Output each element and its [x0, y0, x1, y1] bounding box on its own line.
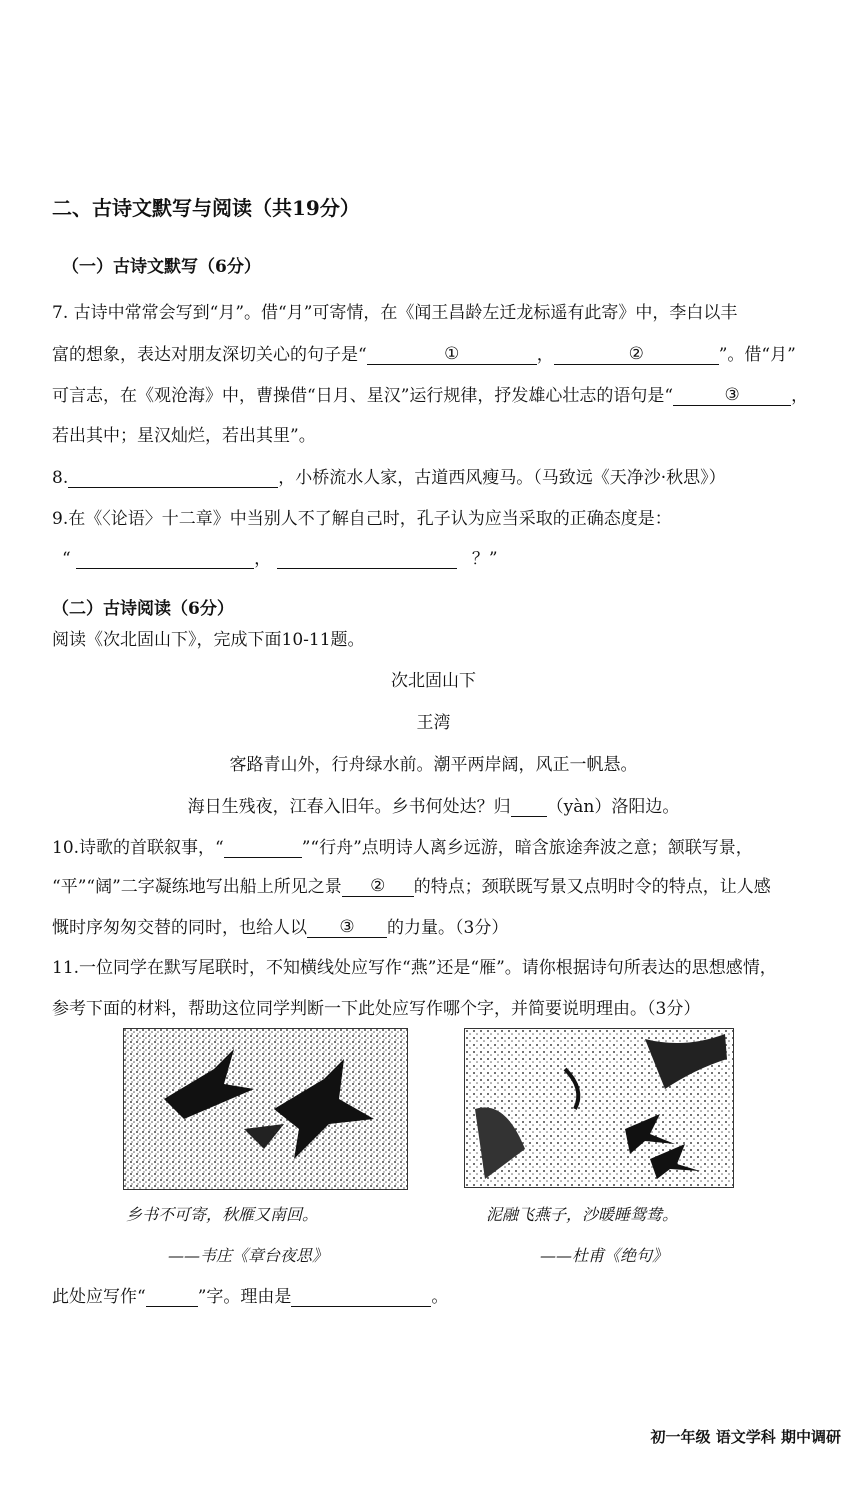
footer: 初一年级 语文学科 期中调研 [650, 1428, 841, 1446]
q10-blank1[interactable] [224, 837, 302, 858]
q7-blank3[interactable]: ③ [673, 385, 791, 406]
q11-answer [52, 1286, 448, 1307]
q10-line3-b: 的力量。（3分） [387, 918, 509, 938]
poem-author: 王湾 [416, 713, 451, 733]
q8-suffix: ，小桥流水人家，古道西风瘦马。（马致远《天净沙·秋思》） [278, 468, 726, 488]
q9-open-quote: “ [62, 549, 71, 569]
q10-line2 [52, 876, 771, 897]
q7-line2 [52, 344, 796, 365]
q10-line3 [52, 917, 508, 938]
geese-image [123, 1028, 408, 1190]
q10-line3-a: 慨时序匆匆交替的同时，也给人以 [52, 918, 307, 938]
left-caption: 乡书不可寄，秋雁又南回。 [126, 1205, 319, 1224]
part2-heading: （二）古诗阅读（6分） [52, 599, 234, 619]
q9-end: ？” [471, 549, 498, 569]
left-source: ——韦庄《章台夜思》 [168, 1246, 329, 1265]
q10-line1-b: ”“行舟”点明诗人离乡远游，暗含旅途奔波之意；颔联写景， [301, 838, 753, 858]
q9-blank1[interactable] [76, 548, 254, 569]
part1-heading: （一）古诗文默写（6分） [62, 257, 261, 277]
section-title: 二、古诗文默写与阅读（共19分） [52, 196, 360, 220]
q7-line2-b: ， [536, 345, 554, 365]
part2-intro: 阅读《次北固山下》，完成下面10-11题。 [52, 630, 365, 650]
q7-line2-c: ”。借“月” [718, 345, 796, 365]
q7-blank2[interactable]: ② [554, 344, 719, 365]
q7-blank1[interactable]: ① [367, 344, 537, 365]
q11-answer-c: 。 [431, 1287, 449, 1307]
q9-line2 [62, 548, 498, 569]
right-caption: 泥融飞燕子，沙暖睡鸳鸯。 [486, 1205, 679, 1224]
q11-line2: 参考下面的材料，帮助这位同学判断一下此处应写作哪个字，并简要说明理由。（3分） [52, 999, 701, 1019]
q7-line3-b: ， [791, 386, 809, 406]
q10-line2-b: 的特点；颈联既写景又点明时令的特点，让人感 [413, 877, 771, 897]
q10-blank2[interactable]: ② [342, 876, 414, 897]
poem-title: 次北固山下 [391, 671, 476, 691]
q7-line3-a: 可言志，在《观沧海》中，曹操借“日月、星汉”运行规律，抒发雄心壮志的语句是“ [52, 386, 674, 406]
poem-line2-a: 海日生残夜，江春入旧年。乡书何处达？归 [187, 797, 511, 817]
q9-comma: ， [254, 549, 272, 569]
q7-line1: 7. 古诗中常常会写到“月”。借“月”可寄情，在《闻王昌龄左迁龙标遥有此寄》中，李白以丰 [52, 303, 738, 323]
poem-line1: 客路青山外，行舟绿水前。潮平两岸阔，风正一帆悬。 [229, 755, 638, 775]
q11-reason-blank[interactable] [291, 1286, 431, 1307]
q8-line [52, 467, 726, 488]
q10-line2-a: “平”“阔”二字凝练地写出船上所见之景 [52, 877, 342, 897]
poem-blank[interactable] [511, 796, 547, 817]
swallows-image [464, 1028, 734, 1188]
q11-answer-b: ”字。理由是 [197, 1287, 292, 1307]
q9-line1: 9.在《〈论语〉十二章》中当别人不了解自己时，孔子认为应当采取的正确态度是： [52, 509, 672, 529]
poem-line2-b: （yàn）洛阳边。 [546, 797, 680, 817]
q10-blank3[interactable]: ③ [307, 917, 387, 938]
q7-line4: 若出其中；星汉灿烂，若出其里”。 [52, 426, 316, 446]
q11-answer-a: 此处应写作“ [52, 1287, 146, 1307]
q7-line3 [52, 385, 808, 406]
q10-line1 [52, 837, 753, 858]
q10-line1-a: 10.诗歌的首联叙事，“ [52, 838, 224, 858]
q7-line2-a: 富的想象，表达对朋友深切关心的句子是“ [52, 345, 367, 365]
q11-line1: 11.一位同学在默写尾联时，不知横线处应写作“燕”还是“雁”。请你根据诗句所表达的思想感情， [52, 958, 777, 978]
q8-blank[interactable] [68, 467, 278, 488]
q11-char-blank[interactable] [146, 1286, 198, 1307]
poem-line2 [0, 796, 867, 817]
q9-blank2[interactable] [277, 548, 457, 569]
right-source: ——杜甫《绝句》 [540, 1246, 669, 1265]
q8-prefix: 8. [52, 468, 69, 488]
